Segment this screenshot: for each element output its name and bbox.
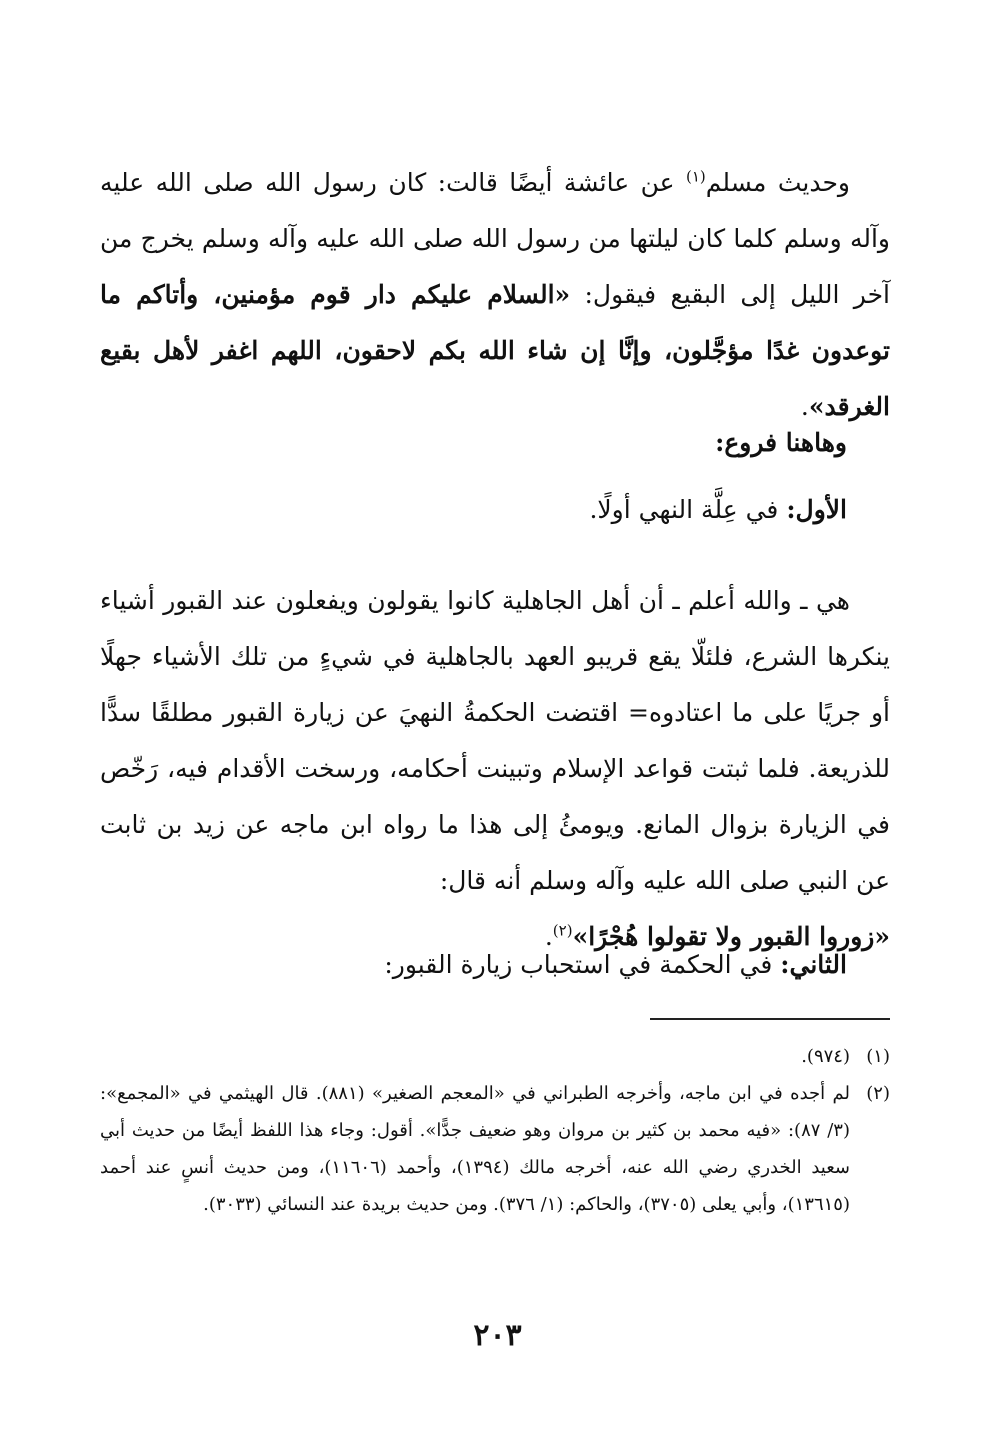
footnote-text: (٩٧٤).: [801, 1046, 850, 1067]
punctuation: .: [544, 922, 553, 951]
paragraph-reason: [100, 573, 890, 965]
footnote-ref-2: (٢): [552, 921, 573, 940]
hadith-quote: «السلام عليكم دار قوم مؤمنين، وأتاكم ما توعدون غدًا مؤجَّلون، وإنَّا إن شاء الله بكم لاحقون، اللهم اغفر لأهل بقيع الغرقد»: [100, 280, 890, 421]
footnotes: [100, 1038, 890, 1223]
footnote-number: (٢): [866, 1083, 890, 1104]
footnote-separator: [650, 1018, 890, 1020]
footnote-1: [100, 1038, 890, 1075]
heading-text: في عِلَّة النهي أولًا.: [589, 495, 787, 524]
heading-label: الأول:: [786, 495, 847, 524]
footnote-text: لم أجده في ابن ماجه، وأخرجه الطبراني في «المعجم الصغير» (٨٨١). قال الهيثمي في «المجمع»: (٣/ ٨٧): «فيه محمد بن كثير بن مروان وهو ضعيف جدًّا». أقول: وجاء هذا اللفظ أيضًا من حديث أبي سعيد الخدري رضي الله عنه، أخرجه مالك (١٣٩٤)، وأحمد (١١٦٠٦)، ومن حديث أنسٍ عند أحمد (١٣٦١٥)، وأبي يعلى (٣٧٠٥)، والحاكم: (١/ ٣٧٦). ومن حديث بريدة عند النسائي (٣٠٣٣).: [100, 1083, 850, 1215]
section-heading-second: [384, 937, 847, 993]
paragraph-text: عن عائشة أيضًا قالت: كان رسول الله صلى الله عليه وآله وسلم كلما كان ليلتها من رسول الله صلى الله عليه وآله وسلم يخرج من آخر الليل إلى البقيع فيقول:: [100, 168, 890, 309]
page-number: ٢٠٣: [473, 1318, 522, 1353]
hadith-quote: «زوروا القبور ولا تقولوا هُجْرًا»: [572, 922, 890, 951]
section-heading-first: [589, 482, 847, 538]
paragraph-text: وحديث مسلم: [705, 168, 850, 197]
punctuation: .: [800, 392, 809, 421]
heading-text: في الحكمة في استحباب زيارة القبور:: [384, 950, 781, 979]
footnote-ref-1: (١): [686, 167, 706, 186]
heading-label: الثاني:: [780, 950, 847, 979]
paragraph-hadith-muslim: [100, 155, 890, 435]
footnote-2: [100, 1075, 890, 1223]
paragraph-text: هي ـ والله أعلم ـ أن أهل الجاهلية كانوا يقولون ويفعلون عند القبور أشياء ينكرها الشرع، فلئلّا يقع قريبو العهد بالجاهلية في شيءٍ من تلك الأشياء جهلًا أو جريًا على ما اعتادوه= اقتضت الحكمةُ النهيَ عن زيارة القبور مطلقًا سدًّا للذريعة. فلما ثبتت قواعد الإسلام وتبينت أحكامه، ورسخت الأقدام فيه، رَخّص في الزيارة بزوال المانع. ويومئُ إلى هذا ما رواه ابن ماجه عن زيد بن ثابت عن النبي صلى الله عليه وآله وسلم أنه قال:: [100, 586, 890, 895]
section-heading-branches: وهاهنا فروع:: [715, 428, 847, 457]
footnote-number: (١): [866, 1046, 890, 1067]
